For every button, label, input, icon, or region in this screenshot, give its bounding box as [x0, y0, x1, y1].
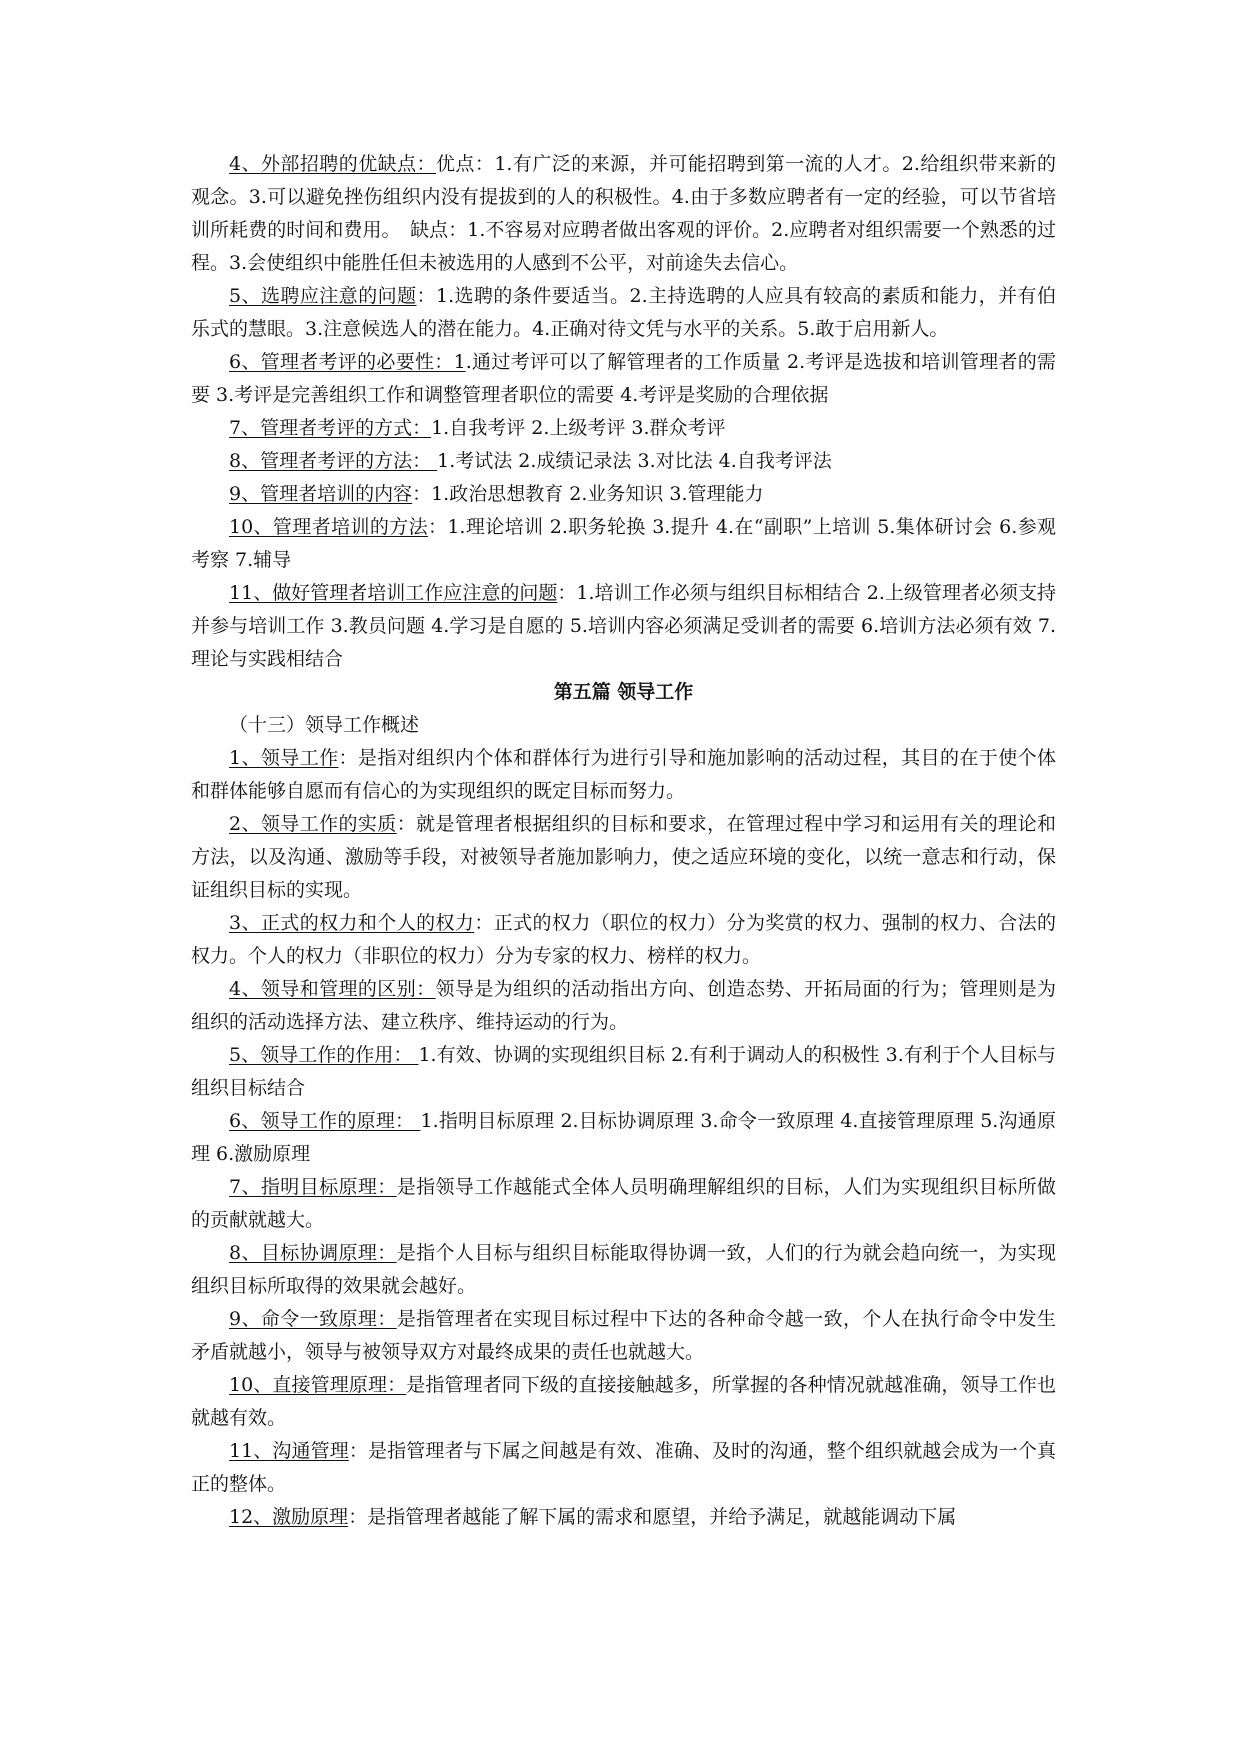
paragraph-term: 7、管理者考评的方式： [229, 417, 432, 439]
paragraph-text: ：是指对组织内个体和群体行为进行引导和施加影响的活动过程，其目的在于使个体和群体能够自愿而有信心的为实现组织的既定目标而努力。 [191, 747, 1056, 802]
paragraph-text: 是指个人目标与组织目标能取得协调一致，人们的行为就会趋向统一，为实现组织目标所取得的效果就会越好。 [191, 1242, 1056, 1297]
paragraph [191, 1105, 1056, 1171]
paragraph [191, 1039, 1056, 1105]
paragraph-term: 3、正式的权力和个人的权力 [229, 912, 475, 934]
paragraph-term: 10、直接管理原理： [229, 1374, 407, 1396]
paragraph-term: 8、目标协调原理： [229, 1242, 397, 1264]
paragraph [191, 1501, 1056, 1534]
paragraph [191, 808, 1056, 907]
paragraph [191, 1171, 1056, 1237]
recruitment-training-section [191, 148, 1056, 676]
paragraph-term: 11、做好管理者培训工作应注意的问题 [229, 582, 558, 604]
paragraph-text: 1.自我考评 2.上级考评 3.群众考评 [431, 417, 726, 439]
paragraph [191, 412, 1056, 445]
document-page [191, 148, 1056, 1534]
paragraph-term: 5、选聘应注意的问题 [229, 285, 417, 307]
paragraph [191, 148, 1056, 280]
paragraph-term: 11、沟通管理 [229, 1440, 349, 1462]
section-title: 第五篇 领导工作 [553, 681, 694, 703]
paragraph [191, 346, 1056, 412]
paragraph-text: ：是指管理者越能了解下属的需求和愿望，并给予满足，就越能调动下属 [348, 1506, 957, 1528]
paragraph [191, 511, 1056, 577]
paragraph-term: 6、管理者考评的必要性：1 [229, 351, 466, 373]
chapter-subheading: （十三）领导工作概述 [229, 714, 420, 736]
paragraph-text: 1.指明目标原理 2.目标协调原理 3.命令一致原理 4.直接管理原理 5.沟通原理 6.激励原理 [191, 1110, 1056, 1165]
paragraph-text: ：正式的权力（职位的权力）分为奖赏的权力、强制的权力、合法的权力。个人的权力（非职位的权力）分为专家的权力、榜样的权力。 [191, 912, 1056, 967]
paragraph-text: 是指管理者同下级的直接接触越多，所掌握的各种情况就越准确，领导工作也就越有效。 [191, 1374, 1056, 1429]
paragraph-term: 10、管理者培训的方法 [229, 516, 428, 538]
paragraph-text: 1.有效、协调的实现组织目标 2.有利于调动人的积极性 3.有利于个人目标与组织目标结合 [191, 1044, 1056, 1099]
leadership-section [191, 742, 1056, 1534]
paragraph-term: 2、领导工作的实质 [229, 813, 397, 835]
paragraph-text: ：1.理论培训 2.职务轮换 3.提升 4.在“副职”上培训 5.集体研讨会 6.参观考察 7.辅导 [191, 516, 1056, 571]
paragraph [191, 577, 1056, 676]
paragraph-text: 优点：1.有广泛的来源，并可能招聘到第一流的人才。2.给组织带来新的观念。3.可以避免挫伤组织内没有提拔到的人的积极性。4.由于多数应聘者有一定的经验，可以节省培训所耗费的时间和费用。 缺点：1.不容易对应聘者做出客观的评价。2.应聘者对组织需要一个熟悉的过程。3.会使组织中能胜任但未被选用的人感到不公平，对前途失去信心。 [191, 153, 1057, 274]
paragraph [191, 742, 1056, 808]
paragraph-text: 是指领导工作越能式全体人员明确理解组织的目标，人们为实现组织目标所做的贡献就越大。 [191, 1176, 1056, 1231]
paragraph-term: 9、管理者培训的内容 [229, 483, 413, 505]
paragraph-text: 1.考试法 2.成绩记录法 3.对比法 4.自我考评法 [437, 450, 832, 472]
paragraph [191, 1435, 1056, 1501]
paragraph [191, 280, 1056, 346]
paragraph-term: 9、命令一致原理： [229, 1308, 397, 1330]
paragraph [191, 1237, 1056, 1303]
paragraph-term: 1、领导工作 [229, 747, 339, 769]
paragraph-text: ：1.选聘的条件要适当。2.主持选聘的人应具有较高的素质和能力，并有伯乐式的慧眼。3.注意候选人的潜在能力。4.正确对待文凭与水平的关系。5.敢于启用新人。 [191, 285, 1056, 340]
paragraph-term: 4、外部招聘的优缺点： [229, 153, 436, 175]
paragraph-text: ：1.政治思想教育 2.业务知识 3.管理能力 [412, 483, 764, 505]
paragraph-text: 是指管理者在实现目标过程中下达的各种命令越一致，个人在执行命令中发生矛盾就越小，领导与被领导双方对最终成果的责任也就越大。 [191, 1308, 1056, 1363]
paragraph-term: 8、管理者考评的方法： [229, 450, 438, 472]
paragraph-text: ：1.培训工作必须与组织目标相结合 2.上级管理者必须支持并参与培训工作 3.教员问题 4.学习是自愿的 5.培训内容必须满足受训者的需要 6.培训方法必须有效 7.理论与实践相结合 [191, 582, 1056, 670]
paragraph-text: 领导是为组织的活动指出方向、创造态势、开拓局面的行为；管理则是为组织的活动选择方法、建立秩序、维持运动的行为。 [191, 978, 1056, 1033]
paragraph [191, 1303, 1056, 1369]
paragraph-term: 7、指明目标原理： [229, 1176, 397, 1198]
paragraph-text: ：是指管理者与下属之间越是有效、准确、及时的沟通，整个组织就越会成为一个真正的整体。 [191, 1440, 1056, 1495]
paragraph-term: 6、领导工作的原理： [229, 1110, 421, 1132]
paragraph-text: .通过考评可以了解管理者的工作质量 2.考评是选拔和培训管理者的需要 3.考评是完善组织工作和调整管理者职位的需要 4.考评是奖励的合理依据 [191, 351, 1056, 406]
paragraph-term: 4、领导和管理的区别： [229, 978, 436, 1000]
paragraph [191, 1369, 1056, 1435]
paragraph [191, 478, 1056, 511]
paragraph [191, 907, 1056, 973]
paragraph [191, 973, 1056, 1039]
paragraph [191, 445, 1056, 478]
paragraph-term: 12、激励原理 [229, 1506, 349, 1528]
paragraph-text: ：就是管理者根据组织的目标和要求，在管理过程中学习和运用有关的理论和方法，以及沟通、激励等手段，对被领导者施加影响力，使之适应环境的变化，以统一意志和行动，保证组织目标的实现。 [191, 813, 1056, 901]
paragraph-term: 5、领导工作的作用： [229, 1044, 419, 1066]
